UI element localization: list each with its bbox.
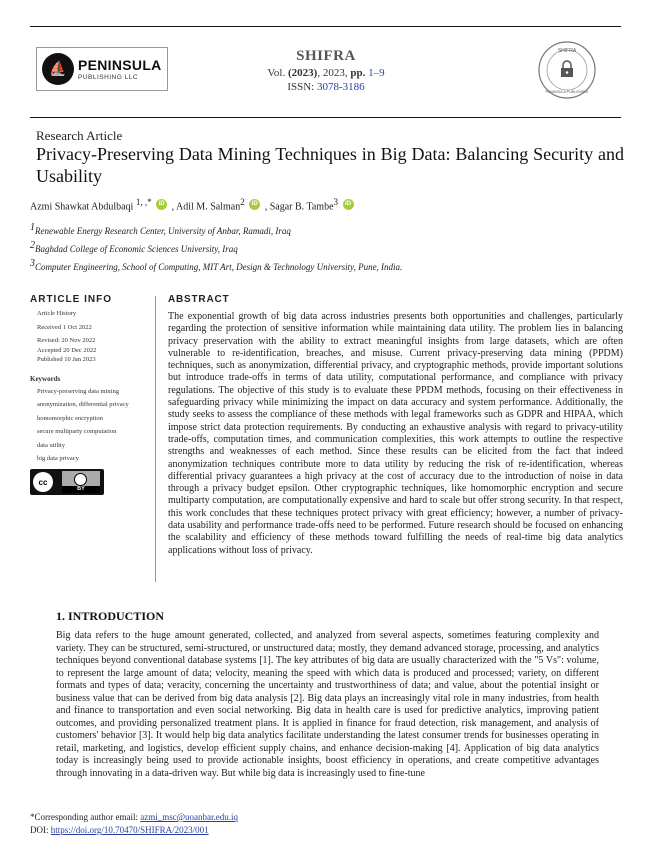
revised-date: Revised: 20 Nov 2022 xyxy=(37,337,96,345)
keyword-item: homomorphic encryption xyxy=(37,414,103,422)
email-link[interactable]: azmi_msc@uoanbar.edu.iq xyxy=(140,812,238,822)
abstract-heading: ABSTRACT xyxy=(168,294,230,305)
journal-seal-icon xyxy=(537,40,597,100)
keywords-heading: Keywords xyxy=(30,374,61,383)
seal-text-top: SHIFRA xyxy=(557,48,577,54)
cc-icon: cc xyxy=(33,472,53,492)
keyword-item: big data privacy xyxy=(37,455,79,462)
doi-line: DOI: https://doi.org/10.70470/SHIFRA/2023/001 xyxy=(30,825,209,835)
author-name: , Adil M. Salman xyxy=(171,201,241,213)
orcid-icon[interactable]: iD xyxy=(343,199,354,210)
keyword-item: Privacy-preserving data mining xyxy=(37,387,119,395)
article-info-column xyxy=(30,294,148,495)
footer xyxy=(30,811,238,837)
affiliations xyxy=(30,222,402,276)
received-date: Received 1 Oct 2022 xyxy=(37,323,92,331)
license-label: BY xyxy=(62,486,100,493)
column-divider xyxy=(155,296,156,582)
affiliation-item: $^3$Computer Engineering, School of Computing, MIT Art, Design & Technology University, Pune, India. xyxy=(30,258,403,272)
publisher-subtitle: PUBLISHING LLC xyxy=(78,74,139,81)
article-history xyxy=(37,309,148,365)
introduction-text: Big data refers to the huge amount generated, collected, and analyzed from several aspects, sometimes featuring complexity and variety. They can be structured, semi-structured, or unstructured data; mostly, they demand advanced storage, processing, and analytics techniques beyond conventional database systems [1]. The key attributes of big data are usually characterized with the "5 Vs": volume, to represent the large amount of data; velocity, meaning the speed with which data is produced and processed; variety, on different formats and types of data; veracity, concerning the uncertainty and trustworthiness of data; and value, about the potential insight or business value that can be derived from big data analysis [2]. Big data plays an increasingly vital role in many industries, from health and finance to transportation and even social networking. Big data in health care is used for predictive analytics, improving patient outcomes, and providing personalized treatment plans. It is applied in finance for fraud detection, risk management, and analysis of customers' behavior [3]. It would help big data analytics facilitate understanding the latest consumer trends for businesses operating in retail, marketing, and logistics, develop efficient supply chains, and enhance decision-making [4]. Application of big data analytics today is increasingly being used to provide actionable insights, boost efficiency in operations, and create competitive advantages through innovating in a data-driven way. But while big data is increasingly used to fine-tune xyxy=(56,630,599,780)
affiliation-item: $^2$Baghdad College of Economic Sciences University, Iraq xyxy=(30,240,238,254)
author-list: Azmi Shawkat Abdulbaqi $^{1, ,*}$ iD , Adil M. Salman$^2$ iD , Sagar B. Tambe$^3$ iD xyxy=(30,197,356,212)
keyword-item: data utility xyxy=(37,441,65,449)
article-type: Research Article xyxy=(36,128,123,143)
corresponding-author: *Corresponding author email: azmi_msc@uoanbar.edu.iq xyxy=(30,812,238,822)
journal-volume-line: Vol. (2023), 2023, pp. 1–9 xyxy=(267,67,385,79)
article-info-heading: ARTICLE INFO xyxy=(30,294,112,305)
keywords-list xyxy=(37,388,148,463)
introduction-heading: 1. INTRODUCTION xyxy=(56,609,165,623)
person-icon xyxy=(74,473,87,486)
journal-name: SHIFRA xyxy=(296,48,356,64)
history-label: Article History xyxy=(37,310,77,317)
keyword-item: secure multiparty computation xyxy=(37,428,117,436)
issn-link[interactable]: 3078-3186 xyxy=(316,81,365,93)
published-date: Published 10 Jan 2023 xyxy=(37,356,96,364)
cc-by-license-badge[interactable] xyxy=(30,469,104,495)
seal-text-bottom: PENINSULA PUBLISHING xyxy=(545,90,589,94)
abstract-text: The exponential growth of big data across industries presents both opportunities and challenges, particularly regarding the protection of sensitive information while maintaining data utility. The problem lies in balancing privacy preservation with the ability to extract meaningful insights from large datasets, which are often vulnerable to re-identification, breaches, and misuse. Current privacy-preserving data mining (PPDM) techniques, such as anonymization, differential privacy, and cryptographic methods, provide important solutions but introduce trade-offs in terms of data utility, computational performance, and compliance with privacy regulations. The objective of this study is to evaluate these PPDM methods, focusing on their effectiveness in safeguarding privacy while minimizing the impact on data accuracy and system performance. Additionally, the study seeks to assess the compliance of these methods with legal frameworks such as GDPR and HIPAA, which impose strict data protection requirements. By conducting an exhaustive analysis with regard to privacy-utility trade-offs, computation times, and communication complexities, this work attempts to outline the respective strengths and weaknesses of each method. Since these results can be elicited from the fact that indeed anonymization techniques contribute more to data utility by reducing the risk of re-identification, whereas differential privacy guarantees a high privacy at the cost of accuracy due to the introduction of noise in data through a privacy budget epsilon. Other cryptographic techniques, like homomorphic encryption and secure multiparty computation, are computationally expensive and hard to scale but offer strong security. In that respect, this work concludes that these techniques protect privacy with great efficiency; however, a number of privacy-data usability and performance trade-offs need to be performed. Future research should be focused on enhancing the scalability and efficiency of these methods toward fulfilling the needs of real-time big data analytics applications without loss of privacy. xyxy=(168,311,623,556)
publisher-logo xyxy=(36,47,168,91)
doi-link[interactable]: https://doi.org/10.70470/SHIFRA/2023/001 xyxy=(50,825,209,835)
author-name: Azmi Shawkat Abdulbaqi xyxy=(30,201,134,213)
author-name: , Sagar B. Tambe xyxy=(264,201,334,213)
keyword-item: anonymization, differential privacy xyxy=(37,401,129,409)
header-top-rule xyxy=(30,26,621,27)
journal-header xyxy=(226,48,426,93)
journal-issn: ISSN: 3078-3186 xyxy=(287,81,365,93)
publisher-name: PENINSULA xyxy=(78,57,162,73)
article-title: Privacy-Preserving Data Mining Techniques in Big Data: Balancing Security and Usability xyxy=(36,144,624,186)
publisher-logo-icon: ⛵ xyxy=(42,53,74,85)
accepted-date: Accepted 20 Dec 2022 xyxy=(37,346,97,354)
affiliation-item: $^1$Renewable Energy Research Center, University of Anbar, Ramadi, Iraq xyxy=(30,222,291,236)
orcid-icon[interactable]: iD xyxy=(156,199,167,210)
header-bottom-rule xyxy=(30,117,621,118)
orcid-icon[interactable]: iD xyxy=(249,199,260,210)
